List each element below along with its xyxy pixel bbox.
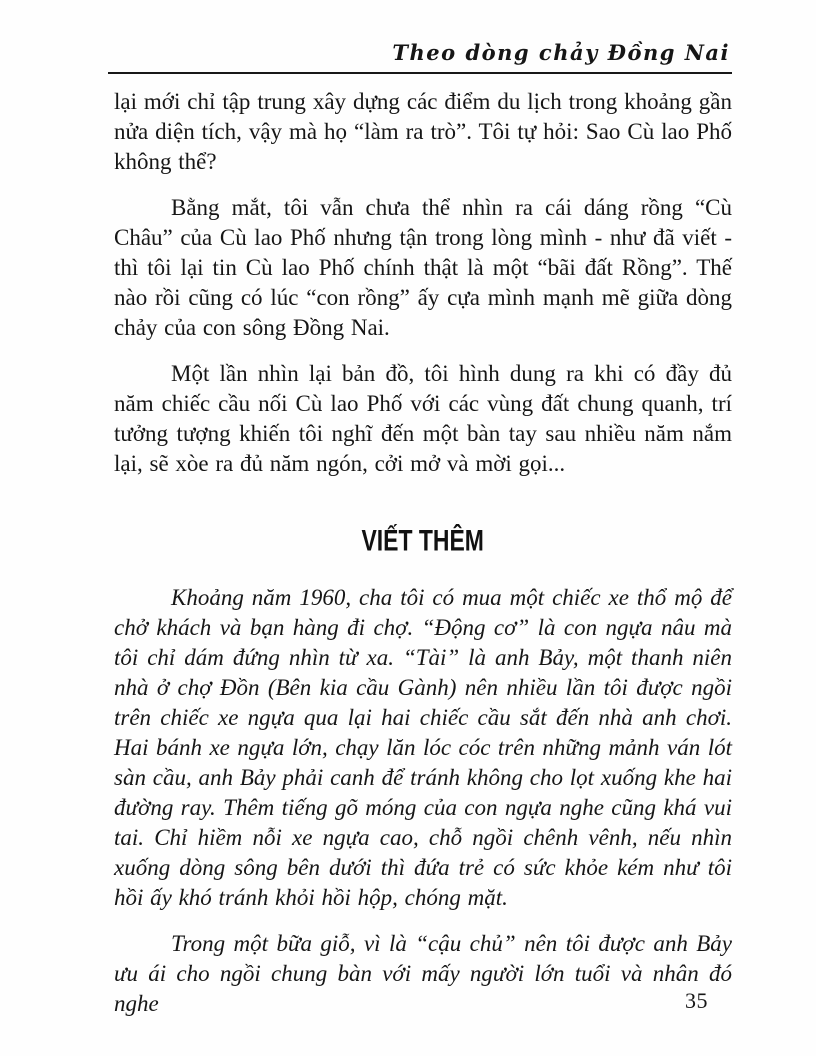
paragraph: Bằng mắt, tôi vẫn chưa thể nhìn ra cái dáng rồng “Cù Châu” của Cù lao Phố nhưng tận trong lòng mình - như đã viết - thì tôi lại tin Cù lao Phố chính thật là một “bãi đất Rồng”. Thế nào rồi cũng có lúc “con rồng” ấy cựa mình mạnh mẽ giữa dòng chảy của con sông Đồng Nai. [114,195,732,340]
page-number: 35 [685,988,708,1013]
italic-paragraph: Trong một bữa giỗ, vì là “cậu chủ” nên tôi được anh Bảy ưu ái cho ngồi chung bàn với mấy người lớn tuổi và nhân đó nghe [114,931,732,1016]
running-title: Theo dòng chảy Đồng Nai [392,40,730,65]
section-heading [114,525,732,557]
section-heading-text: VIẾT THÊM [361,524,485,557]
page-body [114,74,732,1019]
paragraph: Một lần nhìn lại bản đồ, tôi hình dung ra khi có đầy đủ năm chiếc cầu nối Cù lao Phố với các vùng đất chung quanh, trí tưởng tượng khiến tôi nghĩ đến một bàn tay sau nhiều năm nắm lại, sẽ xòe ra đủ năm ngón, cởi mở và mời gọi... [114,361,732,476]
page-header [114,40,732,74]
italic-paragraph: Khoảng năm 1960, cha tôi có mua một chiếc xe thổ mộ để chở khách và bạn hàng đi chợ. “Động cơ” là con ngựa nâu mà tôi chỉ dám đứng nhìn từ xa. “Tài” là anh Bảy, một thanh niên nhà ở chợ Đồn (Bên kia cầu Gành) nên nhiều lần tôi được ngồi trên chiếc xe ngựa qua lại hai chiếc cầu sắt đến nhà anh chơi. Hai bánh xe ngựa lớn, chạy lăn lóc cóc trên những mảnh ván lót sàn cầu, anh Bảy phải canh để tránh không cho lọt xuống khe hai đường ray. Thêm tiếng gõ móng của con ngựa nghe cũng khá vui tai. Chỉ hiềm nỗi xe ngựa cao, chỗ ngồi chênh vênh, nếu nhìn xuống dòng sông bên dưới thì đứa trẻ có sức khỏe kém như tôi hồi ấy khó tránh khỏi hồi hộp, chóng mặt. [114,585,732,910]
paragraph-continuation: lại mới chỉ tập trung xây dựng các điểm du lịch trong khoảng gần nửa diện tích, vậy mà họ “làm ra trò”. Tôi tự hỏi: Sao Cù lao Phố không thể? [114,89,732,174]
